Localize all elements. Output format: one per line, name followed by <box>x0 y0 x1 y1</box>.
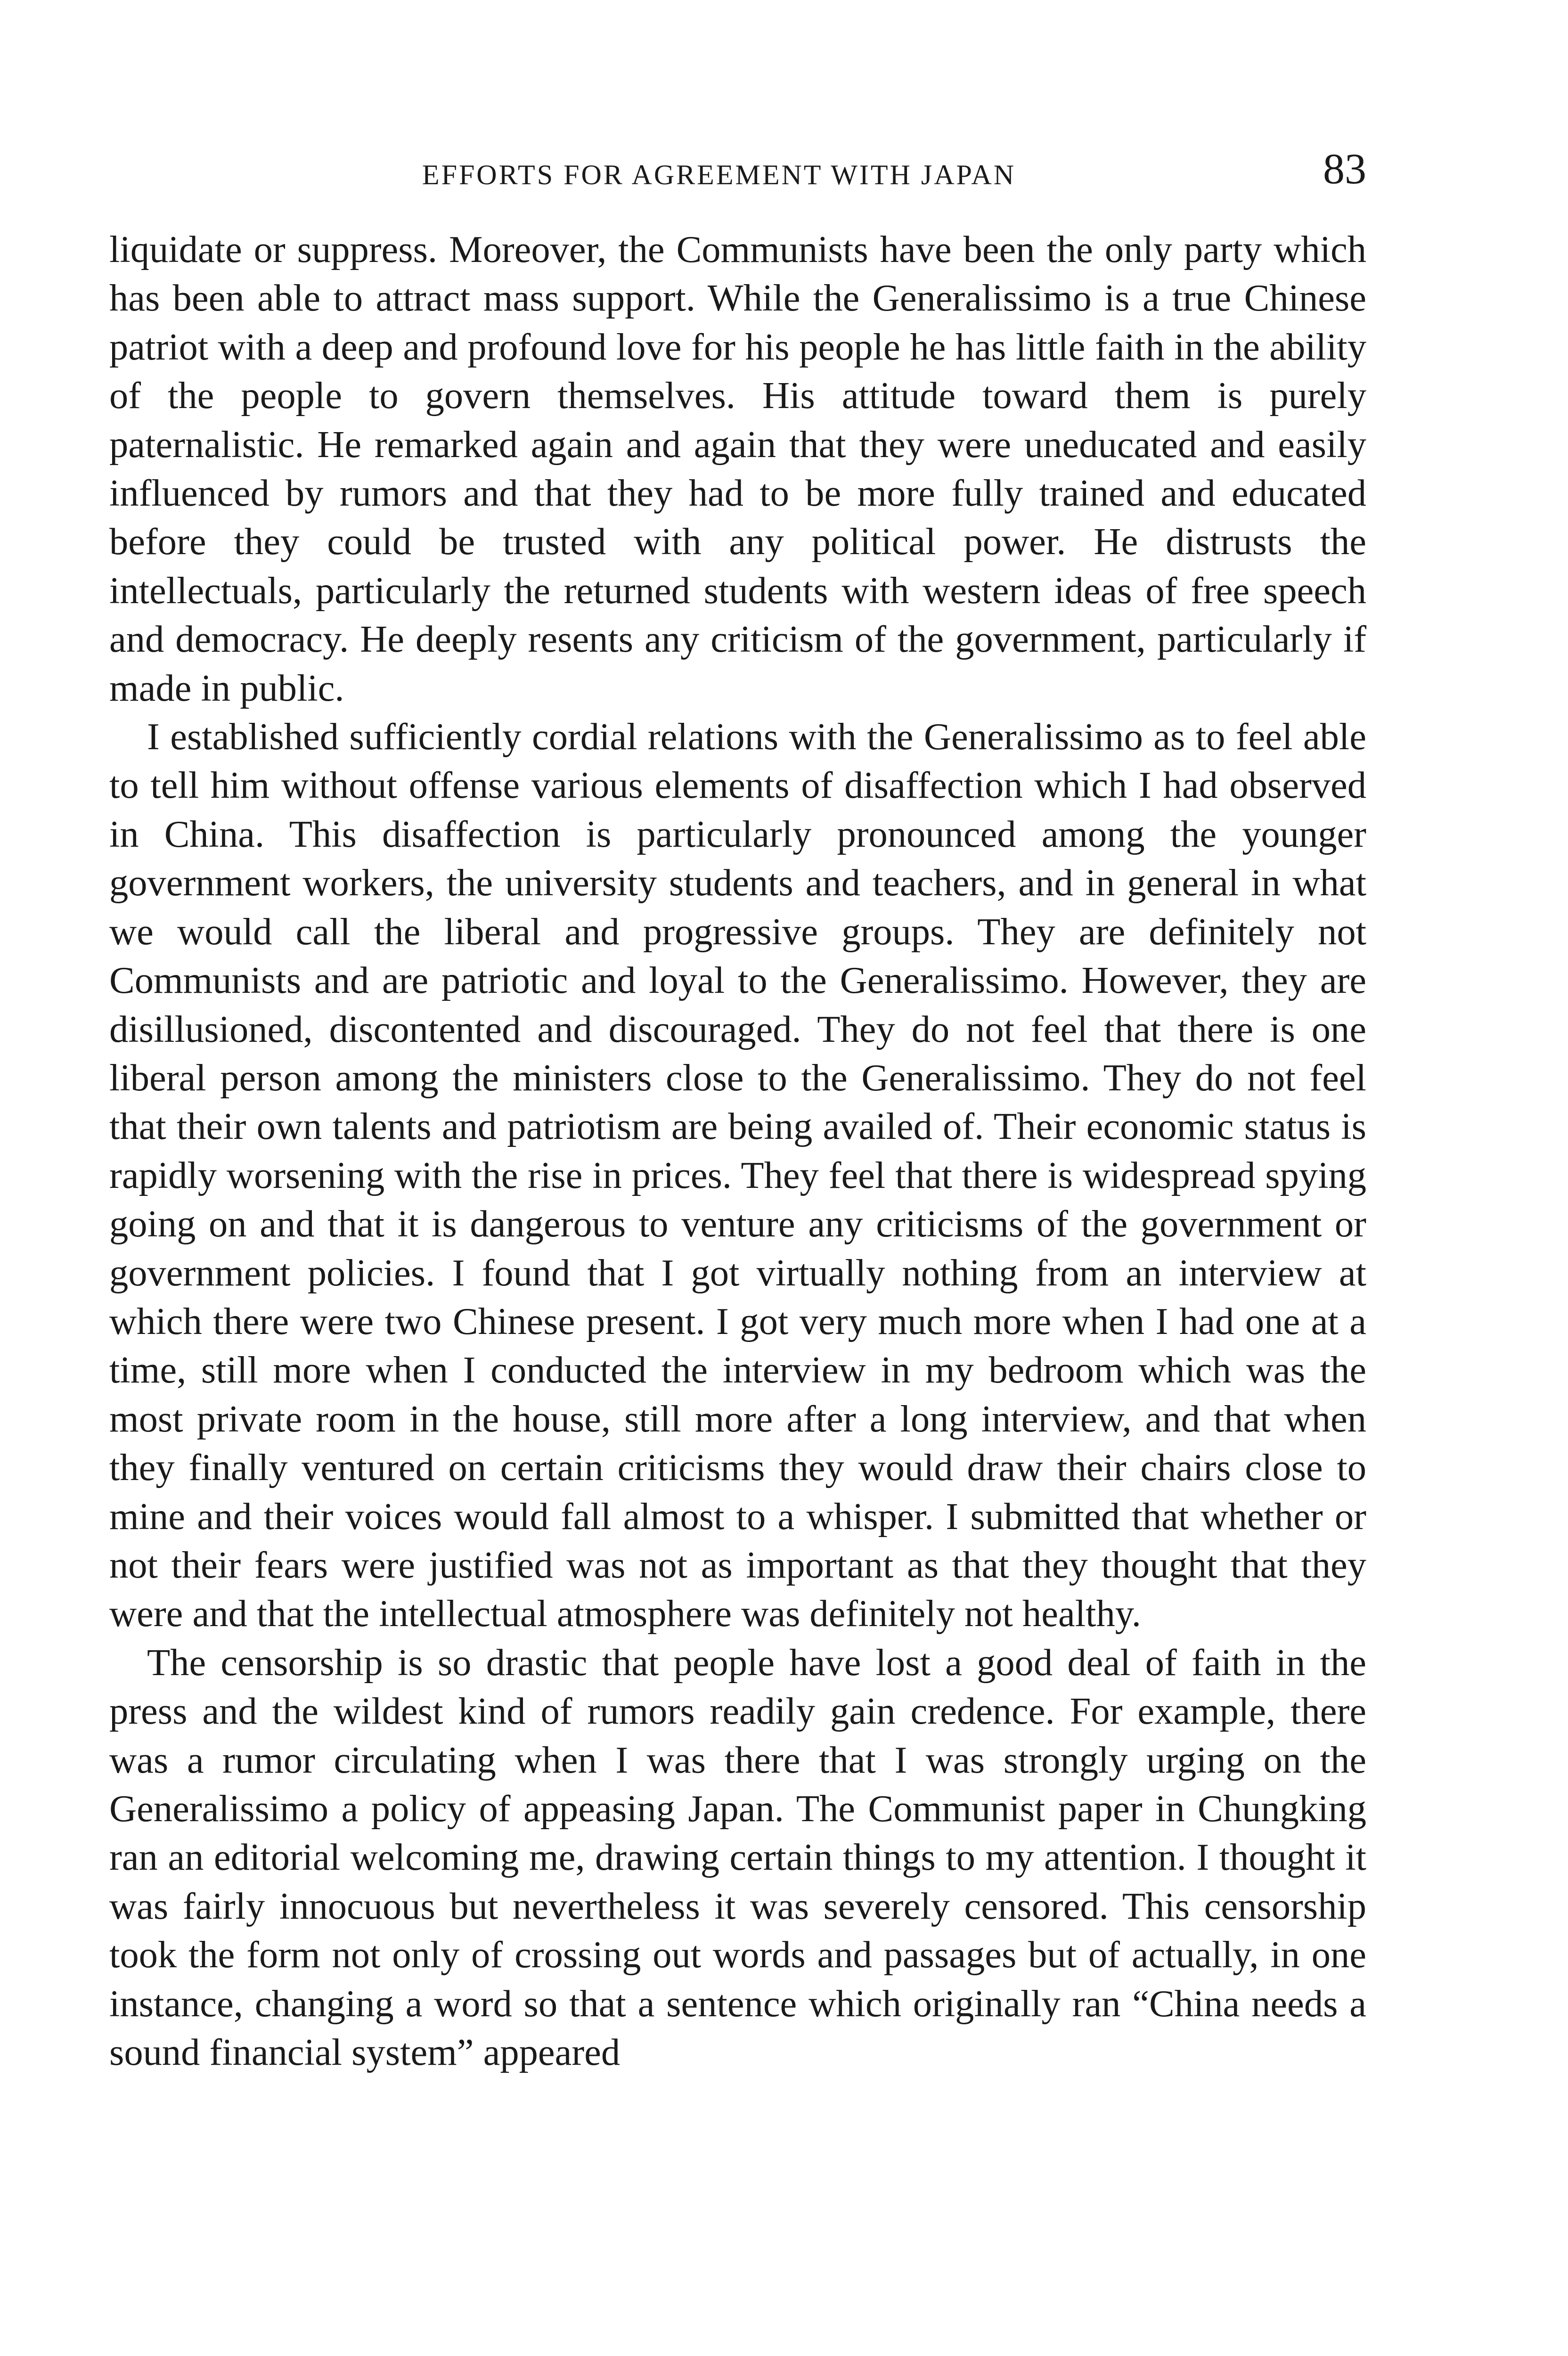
paragraph-continued: liquidate or suppress. Moreover, the Communists have been the only party which has been able to attract mass support. While the Generalissimo is a true Chinese patriot with a deep and profound love for his people he has little faith in the ability of the people to govern themselves. His attitude toward them is purely paternalistic. He remarked again and again that they were uneducated and easily influenced by rumors and that they had to be more fully trained and educated before they could be trusted with any political power. He distrusts the intellectuals, particularly the returned students with western ideas of free speech and democracy. He deeply resents any criticism of the government, particularly if made in public. <box>109 229 1366 709</box>
paragraph-disaffection: I established sufficiently cordial relations with the Generalissimo as to feel able to tell him without offense various elements of disaffection which I had observed in China. This disaffection is particularly pronounced among the younger government workers, the university students and teachers, and in general in what we would call the liberal and progressive groups. They are definitely not Communists and are patriotic and loyal to the Generalissimo. However, they are disillusioned, discontented and discouraged. They do not feel that there is one liberal person among the ministers close to the Generalissimo. They do not feel that their own talents and patriotism are being availed of. Their economic status is rapidly worsening with the rise in prices. They feel that there is widespread spying going on and that it is dangerous to venture any criticisms of the government or government policies. I found that I got virtually nothing from an interview at which there were two Chinese present. I got very much more when I had one at a time, still more when I conducted the interview in my bedroom which was the most private room in the house, still more after a long interview, and that when they finally ventured on certain criticisms they would draw their chairs close to mine and their voices would fall almost to a whisper. I submitted that whether or not their fears were justified was not as important as that they thought that they were and that the intellectual atmosphere was definitely not healthy. <box>109 716 1366 1635</box>
running-title: EFFORTS FOR AGREEMENT WITH JAPAN <box>422 159 1016 190</box>
body-text <box>109 225 1366 2077</box>
paragraph-censorship: The censorship is so drastic that people have lost a good deal of faith in the press and the wildest kind of rumors readily gain credence. For example, there was a rumor circulating when I was there that I was strongly urging on the Generalissimo a policy of appeasing Japan. The Communist paper in Chungking ran an editorial welcoming me, drawing certain things to my attention. I thought it was fairly innocuous but nevertheless it was severely censored. This censorship took the form not only of crossing out words and passages but of actually, in one instance, changing a word so that a sentence which originally ran “China needs a sound financial system” appeared <box>109 1641 1366 2074</box>
page-number: 83 <box>1323 145 1366 193</box>
running-head <box>109 138 1366 204</box>
